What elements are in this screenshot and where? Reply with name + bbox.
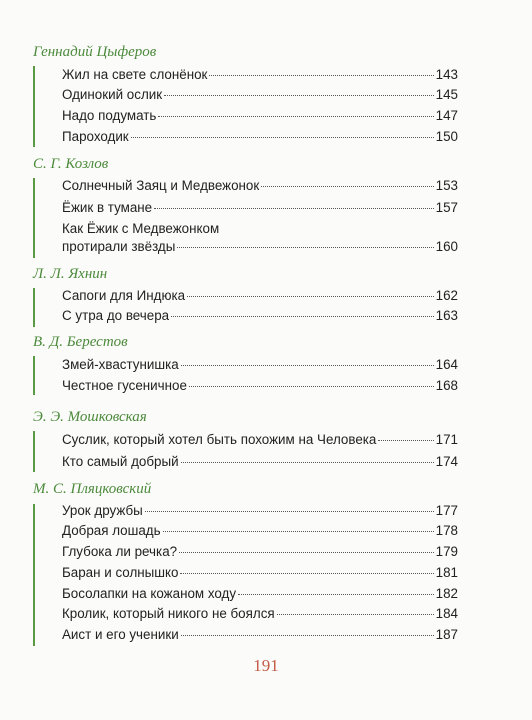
- dot-leader: [261, 186, 433, 187]
- dot-leader: [189, 386, 434, 387]
- entry-page: 178: [435, 523, 458, 538]
- toc-entry-line1: [62, 219, 458, 238]
- entry-title: Жил на свете слонёнок: [62, 67, 208, 82]
- dot-leader: [145, 511, 434, 512]
- author-heading: С. Г. Козлов: [33, 156, 109, 172]
- entry-title: Одинокий ослик: [62, 87, 163, 102]
- toc-entry: [62, 286, 458, 305]
- toc-entry: [62, 198, 458, 217]
- entry-title: Баран и солнышко: [62, 565, 179, 580]
- entry-page: 184: [435, 606, 458, 621]
- entry-page: 181: [435, 565, 458, 580]
- entry-title: Глубока ли речка?: [62, 544, 178, 559]
- dot-leader: [131, 137, 434, 138]
- entry-page: 187: [435, 627, 458, 642]
- dot-leader: [180, 573, 433, 574]
- toc-entry: [62, 501, 458, 520]
- entry-page: 150: [435, 129, 458, 144]
- toc-entry: [62, 521, 458, 540]
- toc-entry: [62, 563, 458, 582]
- page-number: 191: [253, 656, 279, 675]
- entry-title: Кто самый добрый: [62, 454, 179, 469]
- entry-page: 162: [435, 288, 458, 303]
- entry-page: 145: [435, 87, 458, 102]
- entry-title: Надо подумать: [62, 108, 157, 123]
- author-heading: Л. Л. Яхнин: [33, 266, 108, 282]
- section-rule: [33, 66, 35, 147]
- toc-entry: [62, 584, 458, 603]
- entry-title: Ёжик в тумане: [62, 200, 153, 215]
- toc-entry: [62, 65, 458, 84]
- entry-title-continued: протирали звёзды: [62, 239, 176, 254]
- dot-leader: [163, 531, 434, 532]
- entry-page: 153: [435, 178, 458, 193]
- entry-page: 182: [435, 586, 458, 601]
- entry-title: Аист и его ученики: [62, 627, 179, 642]
- toc-entry: [62, 625, 458, 644]
- entry-title: Змей-хвастунишка: [62, 357, 179, 372]
- dot-leader: [177, 247, 433, 248]
- toc-entry: [62, 376, 458, 395]
- section-rule: [33, 504, 35, 646]
- toc-entry: [62, 176, 458, 195]
- entry-page: 174: [435, 454, 458, 469]
- toc-entry: [62, 452, 458, 471]
- dot-leader: [181, 365, 434, 366]
- entry-page: 168: [435, 378, 458, 393]
- toc-entry: [62, 106, 458, 125]
- entry-title: Урок дружбы: [62, 503, 143, 518]
- dot-leader: [378, 440, 433, 441]
- toc-entry: [62, 355, 458, 374]
- dot-leader: [164, 95, 434, 96]
- toc-entry: [62, 237, 458, 256]
- dot-leader: [154, 208, 434, 209]
- dot-leader: [181, 635, 434, 636]
- entry-title: Солнечный Заяц и Медвежонок: [62, 178, 260, 193]
- entry-page: 143: [435, 67, 458, 82]
- dot-leader: [277, 614, 434, 615]
- entry-page: 160: [435, 239, 458, 254]
- author-heading: В. Д. Берестов: [33, 334, 128, 350]
- entry-title: Босолапки на кожаном ходу: [62, 586, 237, 601]
- dot-leader: [158, 116, 433, 117]
- section-rule: [33, 288, 35, 327]
- toc-entry: [62, 127, 458, 146]
- toc-entry: [62, 85, 458, 104]
- entry-page: 171: [435, 432, 458, 447]
- entry-page: 164: [435, 357, 458, 372]
- section-rule: [33, 431, 35, 472]
- entry-title: Добрая лошадь: [62, 523, 161, 538]
- entry-page: 177: [435, 503, 458, 518]
- entry-page: 147: [435, 108, 458, 123]
- entry-title: С утра до вечера: [62, 308, 170, 323]
- dot-leader: [171, 316, 434, 317]
- entry-title: Кролик, который никого не боялся: [62, 606, 275, 621]
- entry-title: Как Ёжик с Медвежонком: [62, 221, 220, 236]
- entry-title: Суслик, который хотел быть похожим на Человека: [62, 432, 377, 447]
- author-heading: Э. Э. Мошковская: [33, 409, 147, 425]
- dot-leader: [179, 552, 434, 553]
- entry-page: 163: [435, 308, 458, 323]
- toc-entry: [62, 542, 458, 561]
- toc-entry: [62, 306, 458, 325]
- entry-title: Пароходик: [62, 129, 129, 144]
- section-rule: [33, 178, 35, 258]
- entry-title: Сапоги для Индюка: [62, 288, 186, 303]
- author-heading: Геннадий Цыферов: [33, 44, 157, 60]
- entry-title: Честное гусеничное: [62, 378, 187, 393]
- toc-entry: [62, 604, 458, 623]
- entry-page: 179: [435, 544, 458, 559]
- section-rule: [33, 356, 35, 395]
- dot-leader: [238, 594, 434, 595]
- dot-leader: [181, 462, 434, 463]
- toc-entry: [62, 430, 458, 449]
- dot-leader: [209, 75, 433, 76]
- author-heading: М. С. Пляцковский: [33, 481, 152, 497]
- entry-page: 157: [435, 200, 458, 215]
- dot-leader: [187, 296, 434, 297]
